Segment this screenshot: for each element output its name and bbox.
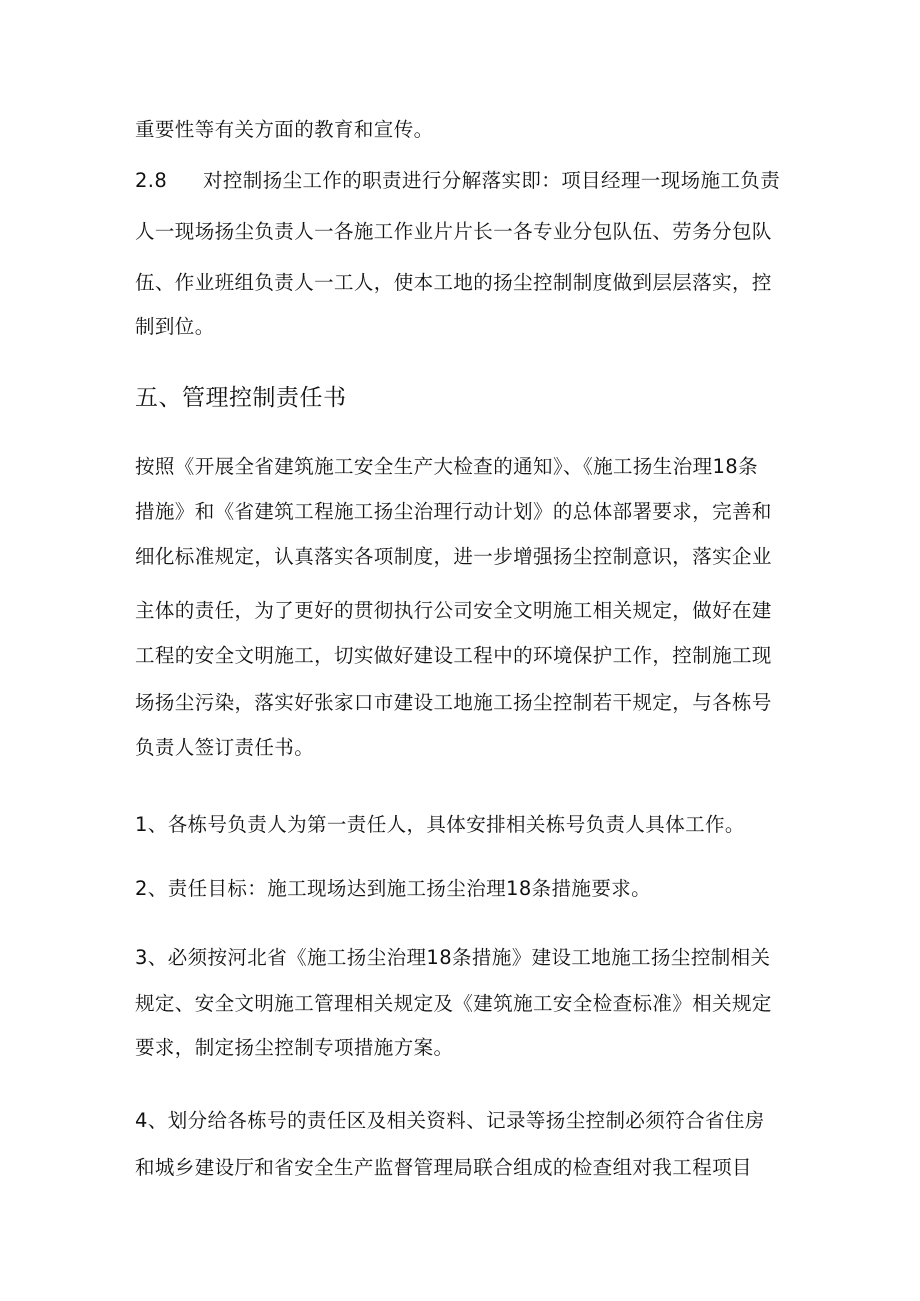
continued-paragraph: 重要性等有关方面的教育和宣传。 <box>135 118 434 141</box>
intro-line-4: 主体的责任，为了更好的贯彻执行公司安全文明施工相关规定，做好在建 <box>135 599 772 622</box>
item-2-8-line-4: 制到位。 <box>135 315 215 338</box>
item-2-8-line-2: 人一现场扬尘负责人一各施工作业片片长一各专业分包队伍、劳务分包队 <box>135 220 772 243</box>
intro-line-2: 措施》和《省建筑工程施工扬尘治理行动计划》的总体部署要求，完善和 <box>135 500 772 523</box>
item-2-8-line-1 <box>135 168 780 194</box>
list-item-3-line-1: 3、必须按河北省《施工扬尘治理18条措施》建设工地施工扬尘控制相关 <box>135 946 771 969</box>
list-item-3-line-2: 规定、安全文明施工管理相关规定及《建筑施工安全检查标准》相关规定 <box>135 992 772 1015</box>
section-heading: 五、管理控制责任书 <box>135 385 347 411</box>
item-2-8-text: 对控制扬尘工作的职责进行分解落实即：项目经理一现场施工负责 <box>203 169 781 192</box>
list-item-1: 1、各栋号负责人为第一责任人，具体安排相关栋号负责人具体工作。 <box>135 813 745 836</box>
list-item-3-line-3: 要求，制定扬尘控制专项措施方案。 <box>135 1036 454 1059</box>
intro-line-3: 细化标准规定，认真落实各项制度，进一步增强扬尘控制意识，落实企业 <box>135 545 772 568</box>
list-item-2: 2、责任目标：施工现场达到施工扬尘治理18条措施要求。 <box>135 877 652 900</box>
list-item-4-line-1: 4、划分给各栋号的责任区及相关资料、记录等扬尘控制必须符合省住房 <box>135 1109 765 1132</box>
intro-line-5: 工程的安全文明施工，切实做好建设工程中的环境保护工作，控制施工现 <box>135 644 772 667</box>
item-2-8-line-3: 伍、作业班组负责人一工人，使本工地的扬尘控制制度做到层层落实，控 <box>135 271 772 294</box>
list-item-4-line-2: 和城乡建设厅和省安全生产监督管理局联合组成的检查组对我工程项目 <box>135 1156 752 1179</box>
intro-line-7: 负责人签订责任书。 <box>135 736 315 759</box>
item-2-8-number: 2.8 <box>135 169 168 192</box>
intro-line-6: 场扬尘污染，落实好张家口市建设工地施工扬尘控制若干规定，与各栋号 <box>135 691 772 714</box>
intro-line-1: 按照《开展全省建筑施工安全生产大检查的通知》、《施工扬生治理18条 <box>135 455 759 478</box>
